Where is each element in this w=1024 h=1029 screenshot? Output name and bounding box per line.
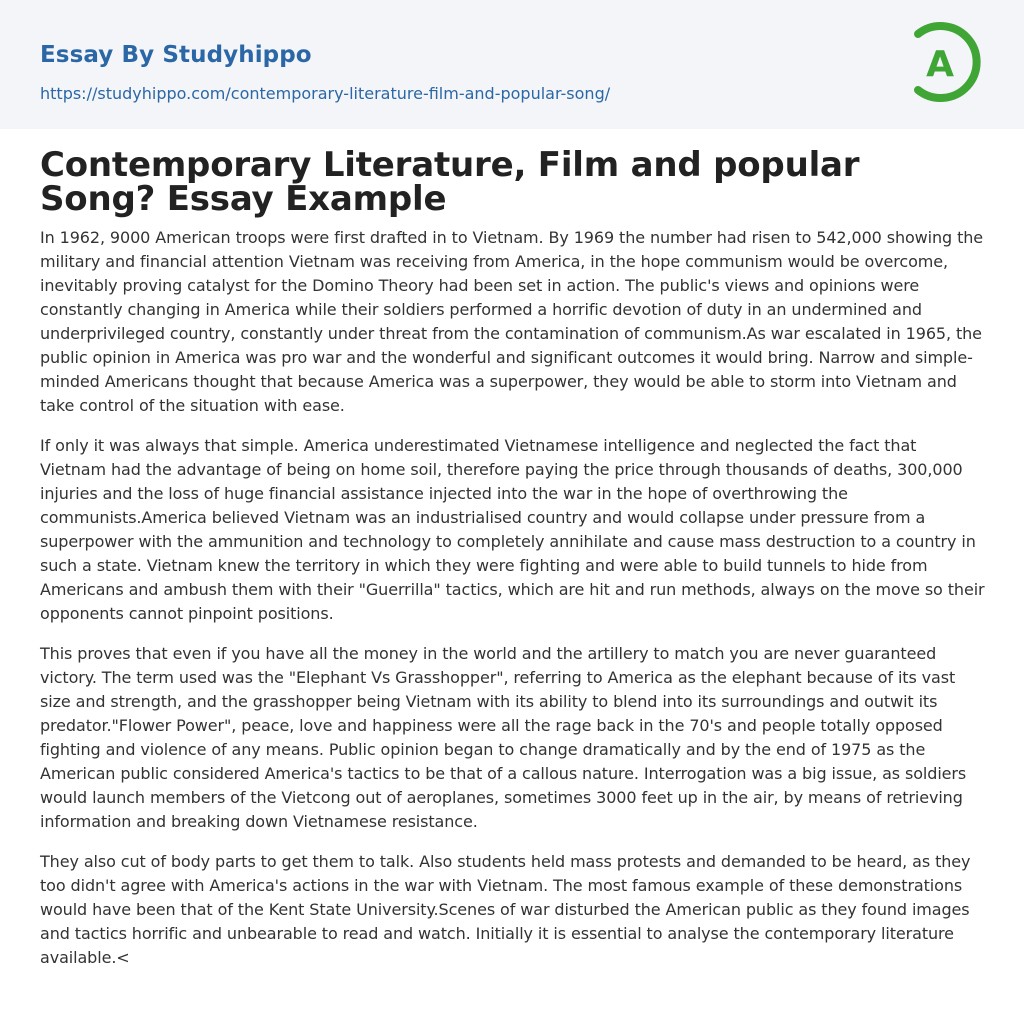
logo-letter: A xyxy=(926,44,954,85)
page-url-link[interactable]: https://studyhippo.com/contemporary-literature-film-and-popular-song/ xyxy=(40,84,611,103)
article xyxy=(40,145,986,986)
logo-icon[interactable] xyxy=(910,20,986,104)
site-brand[interactable]: Essay By Studyhippo xyxy=(40,42,312,68)
essay-paragraph: They also cut of body parts to get them to talk. Also students held mass protests and demanded to be heard, as they too didn't agree with America's actions in the war with Vietnam. The most famous example of these demonstrations would have been that of the Kent State University.Scenes of war disturbed the American public as they found images and tactics horrific and unbearable to read and watch. Initially it is essential to analyse the contemporary literature available.< xyxy=(40,852,971,967)
essay-paragraph: In 1962, 9000 American troops were first drafted in to Vietnam. By 1969 the number had risen to 542,000 showing the military and financial attention Vietnam was receiving from America, in the hope communism would be overcome, inevitably proving catalyst for the Domino Theory had been set in action. The public's views and opinions were constantly changing in America while their soldiers performed a horrific devotion of duty in an undermined and underprivileged country, constantly under threat from the contamination of communism.As war escalated in 1965, the public opinion in America was pro war and the wonderful and significant outcomes it would bring. Narrow and simple-minded Americans thought that because America was a superpower, they would be able to storm into Vietnam and take control of the situation with ease. xyxy=(40,228,984,415)
article-title: Contemporary Literature, Film and popular Song? Essay Example xyxy=(40,145,860,219)
essay-paragraph: If only it was always that simple. America underestimated Vietnamese intelligence and neglected the fact that Vietnam had the advantage of being on home soil, therefore paying the price through thousands of deaths, 300,000 injuries and the loss of huge financial assistance injected into the war in the hope of overthrowing the communists.America believed Vietnam was an industrialised country and would collapse under pressure from a superpower with the ammunition and technology to completely annihilate and cause mass destruction to a country in such a state. Vietnam knew the territory in which they were fighting and were able to build tunnels to hide from Americans and ambush them with their "Guerrilla" tactics, which are hit and run methods, always on the move so their opponents cannot pinpoint positions. xyxy=(40,436,985,623)
essay-body xyxy=(40,226,986,970)
essay-paragraph: This proves that even if you have all the money in the world and the artillery to match you are never guaranteed victory. The term used was the "Elephant Vs Grasshopper", referring to America as the elephant because of its vast size and strength, and the grasshopper being Vietnam with its ability to blend into its surroundings and outwit its predator."Flower Power", peace, love and happiness were all the rage back in the 70's and people totally opposed fighting and violence of any means. Public opinion began to change dramatically and by the end of 1975 as the American public considered America's tactics to be that of a callous nature. Interrogation was a big issue, as soldiers would launch members of the Vietcong out of aeroplanes, sometimes 3000 feet up in the air, by means of retrieving information and breaking down Vietnamese resistance. xyxy=(40,644,967,831)
site-header xyxy=(0,0,1024,129)
